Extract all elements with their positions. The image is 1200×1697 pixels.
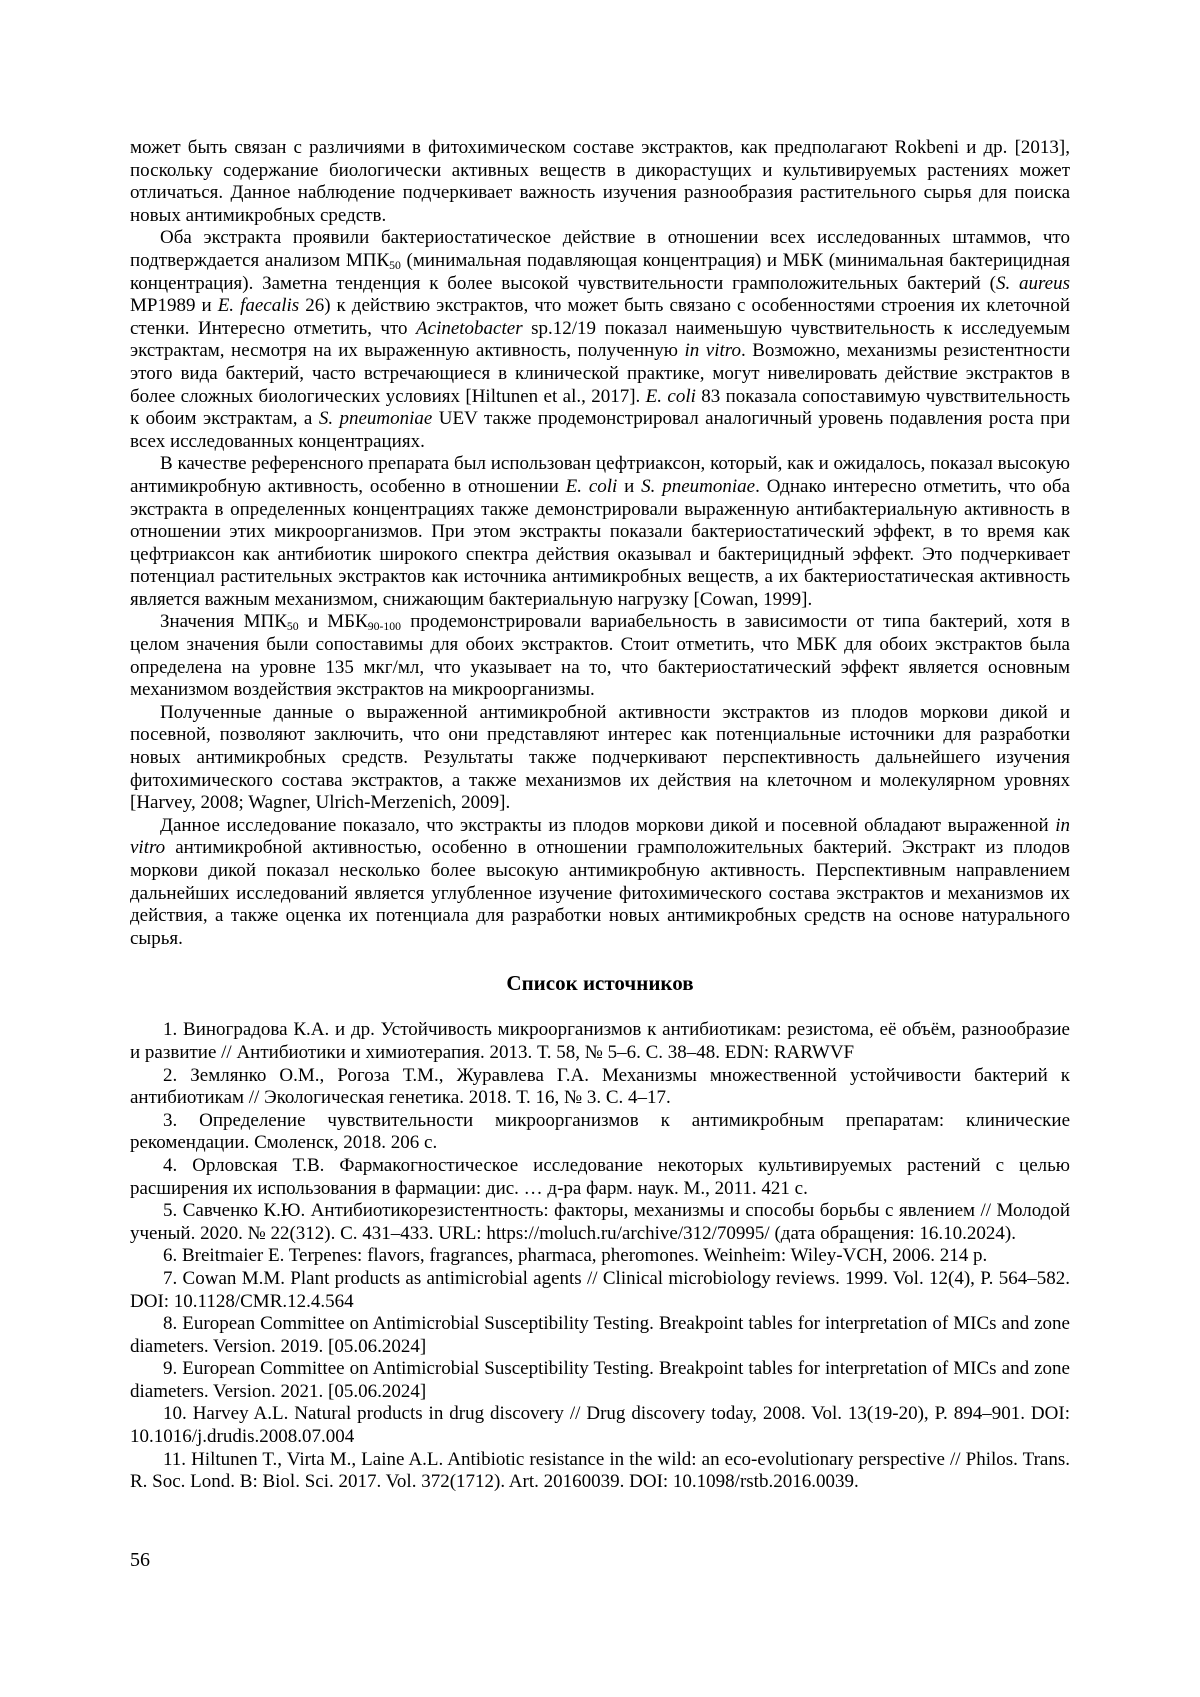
reference-item: 6. Breitmaier E. Terpenes: flavors, fragrances, pharmaca, pheromones. Weinheim: Wiley-VCH, 2006. 214 p.: [163, 1245, 988, 1267]
reference-item: 1. Виноградова К.А. и др. Устойчивость микроорганизмов к антибиотикам: резистома, её объём, разнообразие и развитие // Антибиотики и химиотерапия. 2013. Т. 58, № 5–6. С. 38–48. EDN: RARWVF: [130, 1019, 1070, 1063]
references-heading: Список источников: [506, 971, 694, 996]
paragraph: Данное исследование показало, что экстракты из плодов моркови дикой и посевной обладают выраженной in vitro антимикробной активностью, особенно в отношении грамположительных бактерий. Экстракт из плодов моркови дикой показал несколько более высокую антимикробную активность. Перспективным направлением дальнейших исследований является углубленное изучение фитохимического состава экстрактов и механизмов их действия, а также оценка их потенциала для разработки новых антимикробных средств на основе натурального сырья.: [130, 814, 1070, 949]
reference-item: 9. European Committee on Antimicrobial Susceptibility Testing. Breakpoint tables for interpretation of MICs and zone diameters. Version. 2021. [05.06.2024]: [130, 1358, 1070, 1402]
paragraph: В качестве референсного препарата был использован цефтриаксон, который, как и ожидалось, показал высокую антимикробную активность, особенно в отношении E. coli и S. pneumoniae. Однако интересно отметить, что оба экстракта в определенных концентрациях также демонстрировали выраженную антибактериальную активность в отношении этих микроорганизмов. При этом экстракты показали бактериостатический эффект, в то время как цефтриаксон как антибиотик широкого спектра действия оказывал и бактерицидный эффект. Это подчеркивает потенциал растительных экстрактов как источника антимикробных веществ, а их бактериостатическая активность является важным механизмом, снижающим бактериальную нагрузку [Cowan, 1999].: [130, 453, 1070, 610]
article-body: [130, 137, 1070, 950]
reference-item: 7. Cowan M.M. Plant products as antimicrobial agents // Clinical microbiology reviews. 1999. Vol. 12(4), P. 564–582. DOI: 10.1128/CMR.12.4.564: [130, 1267, 1070, 1312]
page-number: 56: [130, 1549, 150, 1571]
reference-item: 8. European Committee on Antimicrobial Susceptibility Testing. Breakpoint tables for interpretation of MICs and zone diameters. Version. 2019. [05.06.2024]: [130, 1313, 1070, 1357]
reference-item: 11. Hiltunen T., Virta M., Laine A.L. Antibiotic resistance in the wild: an eco-evolutionary perspective // Philos. Trans. R. Soc. Lond. B: Biol. Sci. 2017. Vol. 372(1712). Art. 20160039. DOI: 10.1098/rstb.2016.0039.: [130, 1448, 1070, 1493]
references-list: [130, 1019, 1070, 1493]
reference-item: 4. Орловская Т.В. Фармакогностическое исследование некоторых культивируемых растений с целью расширения их использования в фармации: дис. … д-ра фарм. наук. М., 2011. 421 с.: [130, 1154, 1070, 1199]
reference-item: 3. Определение чувствительности микроорганизмов к антимикробным препаратам: клинические рекомендации. Смоленск, 2018. 206 с.: [130, 1109, 1070, 1154]
reference-item: 10. Harvey A.L. Natural products in drug discovery // Drug discovery today, 2008. Vol. 13(19-20), P. 894–901. DOI: 10.1016/j.drudis.2008.07.004: [130, 1403, 1070, 1448]
paragraph: Оба экстракта проявили бактериостатическое действие в отношении всех исследованных штаммов, что подтверждается анализом $МПК_{50}$ (минимальная подавляющая концентрация) и МБК (минимальная бактерицидная концентрация). Заметна тенденция к более высокой чувствительности грамположительных бактерий (S. aureus MP1989 и E. faecalis 26) к действию экстрактов, что может быть связано с особенностями строения их клеточной стенки. Интересно отметить, что Acinetobacter sp.12/19 показал наименьшую чувствительность к исследуемым экстрактам, несмотря на их выраженную активность, полученную in vitro. Возможно, механизмы резистентности этого вида бактерий, часто встречающиеся в клинической практике, могут нивелировать действие экстрактов в более сложных биологических условиях [Hiltunen et al., 2017]. E. coli 83 показала сопоставимую чувствительность к обоим экстрактам, а S. pneumoniae UEV также продемонстрировал аналогичный уровень подавления роста при всех исследованных концентрациях.: [130, 227, 1071, 452]
reference-item: 2. Землянко О.М., Рогоза Т.М., Журавлева Г.А. Механизмы множественной устойчивости бактерий к антибиотикам // Экологическая генетика. 2018. Т. 16, № 3. С. 4–17.: [130, 1064, 1070, 1109]
paragraph: Полученные данные о выраженной антимикробной активности экстрактов из плодов моркови дикой и посевной, позволяют заключить, что они представляют интерес как потенциальные источники для разработки новых антимикробных средств. Результаты также подчеркивают перспективность дальнейшего изучения фитохимического состава экстрактов, а также механизмов их действия на клеточном и молекулярном уровнях [Harvey, 2008; Wagner, Ulrich-Merzenich, 2009].: [130, 701, 1070, 814]
paragraph: Значения $МПК_{50}$ и $МБК_{90-100}$ продемонстрировали вариабельность в зависимости от типа бактерий, хотя в целом значения были сопоставимы для обоих экстрактов. Стоит отметить, что МБК для обоих экстрактов была определена на уровне 135 мкг/мл, что указывает на то, что бактериостатический эффект является основным механизмом воздействия экстрактов на микроорганизмы.: [130, 611, 1070, 701]
paragraph: может быть связан с различиями в фитохимическом составе экстрактов, как предполагают Rokbeni и др. [2013], поскольку содержание биологически активных веществ в дикорастущих и культивируемых растениях может отличаться. Данное наблюдение подчеркивает важность изучения разнообразия растительного сырья для поиска новых антимикробных средств.: [130, 137, 1070, 226]
reference-item: 5. Савченко К.Ю. Антибиотикорезистентность: факторы, механизмы и способы борьбы с явлением // Молодой ученый. 2020. № 22(312). С. 431–433. URL: https://moluch.ru/archive/312/70995/ (дата обращения: 16.10.2024).: [130, 1200, 1070, 1244]
